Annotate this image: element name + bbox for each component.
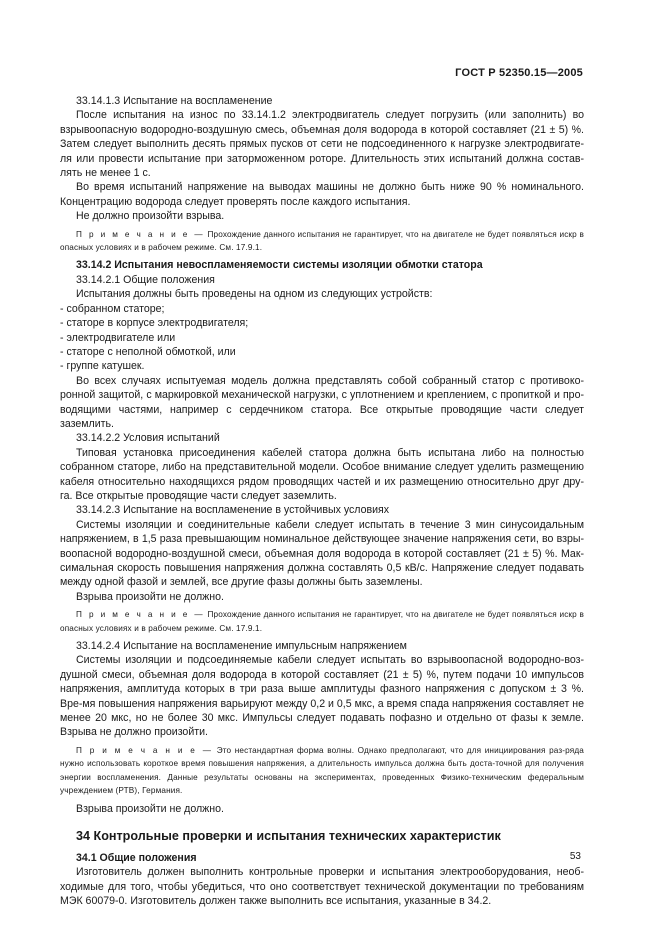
paragraph: Взрыва произойти не должно. [76, 802, 224, 815]
document-id: ГОСТ Р 52350.15—2005 [455, 67, 583, 79]
note [60, 608, 584, 635]
list-item: - электродвигателе или [60, 331, 176, 344]
note [60, 744, 584, 798]
list-item: - статоре с неполной обмоткой, или [60, 345, 236, 358]
note-text: Прохождение данного испытания не гарантирует, что на двигателе не будет появляться искр в опасных условиях и в рабочем режиме. См. 17.9.1. [60, 610, 584, 633]
paragraph: Во всех случаях испытуемая модель должна представлять собой собранный статор с противоко-ронной защитой, с маркировкой механической нагрузки, с уплотнением и креплением, с пропиткой и про-водящими частями, например с сердечником статора. Все открытые проводящие части следует заземлить. [60, 374, 584, 430]
paragraph: Во время испытаний напряжение на выводах машины не должно быть ниже 90 % номинального. Концентрацию водорода следует проверять после каждого испытания. [60, 181, 584, 208]
note [60, 228, 584, 255]
paragraph: После испытания на износ по 33.14.1.2 электродвигатель следует погрузить (или заполнить) во взрывоопасную водородно-воздушную смесь, объемная доля водорода в которой составляет (21 ± 5) %. Затем следует выполнить десять прямых пусков от сети не подсоединенного к нагрузке электродвигате-ля или провести испытание при заторможенном роторе. Длительность этих испытаний должна состав-лять не менее 1 с. [60, 109, 584, 180]
clause-heading: 33.14.2.1 Общие положения [76, 273, 215, 286]
note-lead: П р и м е ч а н и е — [76, 229, 205, 239]
clause-heading: 33.14.1.3 Испытание на воспламенение [76, 95, 273, 107]
section-heading: 33.14.2 Испытания невоспламеняемости системы изоляции обмотки статора [76, 259, 483, 272]
note-text: Прохождение данного испытания не гарантирует, что на двигателе не будет появляться искр в опасных условиях и в рабочем режиме. См. 17.9.1. [60, 229, 584, 253]
clause-heading: 33.14.2.4 Испытание на воспламенение импульсным напряжением [76, 640, 407, 653]
paragraph: Не должно произойти взрыва. [76, 210, 225, 223]
list-item: - группе катушек. [60, 360, 145, 373]
paragraph: Испытания должны быть проведены на одном из следующих устройств: [76, 288, 433, 301]
paragraph: Типовая установка присоединения кабелей статора должна быть испытана либо на полностью собранном статоре, либо на представительной модели. Особое внимание следует уделить размещению кабеля относительно находящихся рядом проводящих частей и их размещению относительно друг дру-га. Все открытые проводящие части следует заземлить. [60, 446, 584, 502]
list-item: - собранном статоре; [60, 302, 165, 315]
clause-heading: 33.14.2.2 Условия испытаний [76, 432, 220, 445]
page-number: 53 [569, 851, 581, 862]
paragraph: Системы изоляции и соединительные кабели следует испытать в течение 3 мин синусоидальным напряжением, в 1,5 раза превышающим номинальное действующее значение напряжения сети, во взры-воопасной водородно-воздушной смеси, объемная доля водорода в которой составляет (21 ± 5) %. Мак-симальная скорость повышения напряжения должна составлять 0,5 кВ/с. Напряжение следует подавать между одной фазой и землей, все другие фазы должны быть заземлены. [60, 518, 584, 589]
clause-heading: 33.14.2.3 Испытание на воспламенение в устойчивых условиях [76, 504, 390, 517]
paragraph: Взрыва произойти не должно. [76, 590, 224, 603]
list-item: - статоре в корпусе электродвигателя; [60, 317, 249, 330]
paragraph: Системы изоляции и подсоединяемые кабели следует испытать во взрывоопасной водородно-воз-душной смеси, объемная доля водорода в которой составляет (21 ± 5) %, путем подачи 10 импульсов напряжения, амплитуда которых в три раза выше амплитуды фазного напряжения с допуском ± 3 %. Вре-мя повышения напряжения варьируют между 0,2 и 0,5 мкс, а время спада напряжения составляет не менее 20 мкс, но не более 30 мкс. Импульсы следует подавать пофазно и отдельно от фазы к земле. Взрыва не должно произойти. [60, 654, 584, 739]
note-lead: П р и м е ч а н и е — [76, 610, 205, 620]
note-lead: П р и м е ч а н и е — [76, 745, 214, 755]
page-content [60, 94, 584, 909]
paragraph: Изготовитель должен выполнить контрольные проверки и испытания электрооборудования, необ-ходимые для того, чтобы убедиться, что оно соответствует технической документации по требованиям МЭК 60079-0. Изготовитель должен также выполнить все испытания, указанные в 34.2. [60, 866, 584, 908]
note-text: Это нестандартная форма волны. Однако предполагают, что для инициирования раз-ряда нужно использовать короткое время повышения напряжения, а длительность импульса должна быть доста-точной для получения энергии воспламенения. Данные результаты основаны на экспериментах, проведенных Физико-техническим федеральным учреждением (РТВ), Германия. [60, 745, 584, 796]
section-title: 34 Контрольные проверки и испытания технических характеристик [76, 828, 501, 843]
subsection-heading: 34.1 Общие положения [76, 851, 197, 864]
